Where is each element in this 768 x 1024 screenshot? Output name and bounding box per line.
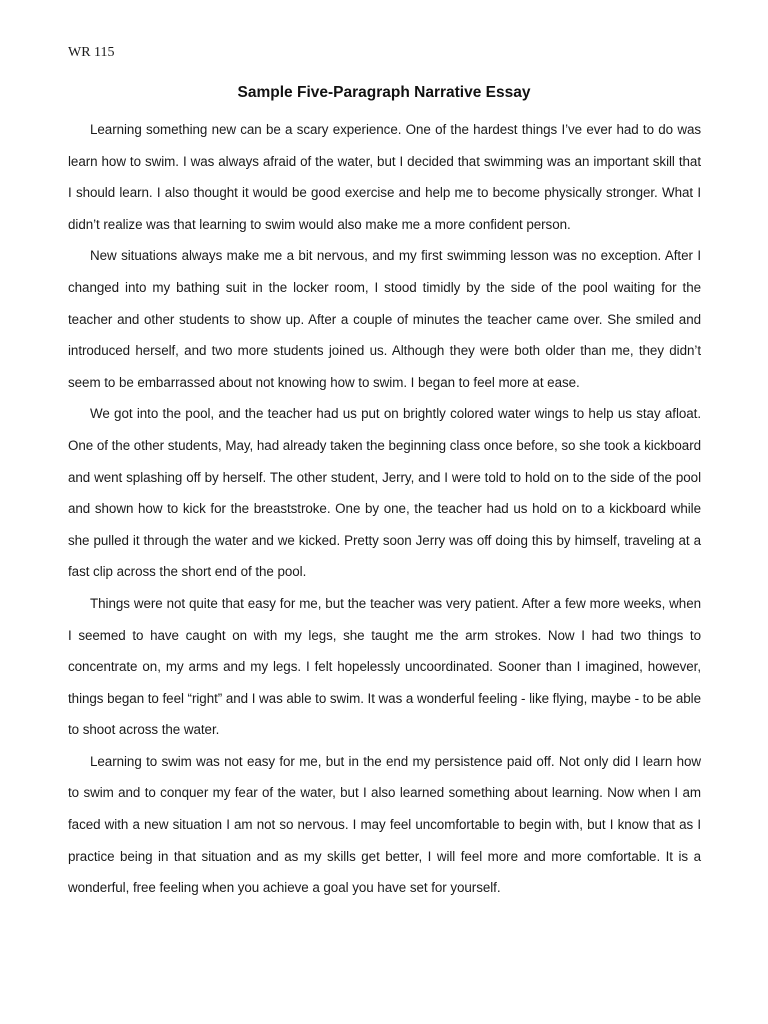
course-code: WR 115 xyxy=(68,45,115,60)
paragraph-body-3: Things were not quite that easy for me, but the teacher was very patient. After a few more weeks, when I seemed to have caught on with my legs, she taught me the arm strokes. Now I had two things to concentrate on, my arms and my legs. I felt hopelessly uncoordinated. Sooner than I imagined, however, things began to feel “right” and I was able to swim. It was a wonderful feeling - like flying, maybe - to be able to shoot across the water. xyxy=(68,595,701,738)
essay-title: Sample Five-Paragraph Narrative Essay xyxy=(237,84,531,101)
paragraph-body-1: New situations always make me a bit nervous, and my first swimming lesson was no exception. After I changed into my bathing suit in the locker room, I stood timidly by the side of the pool waiting for the teacher and other students to show up. After a couple of minutes the teacher came over. She smiled and introduced herself, and two more students joined us. Although they were both older than me, they didn’t seem to be embarrassed about not knowing how to swim. I began to feel more at ease. xyxy=(68,248,701,390)
paragraph-conclusion: Learning to swim was not easy for me, but in the end my persistence paid off. Not only did I learn how to swim and to conquer my fear of the water, but I also learned something about learning. Now when I am faced with a new situation I am not so nervous. I may feel uncomfortable to begin with, but I know that as I practice being in that situation and as my skills get better, I will feel more and more comfortable. It is a wonderful, free feeling when you achieve a goal you have set for yourself. xyxy=(68,753,701,896)
paragraph-introduction: Learning something new can be a scary experience. One of the hardest things I’ve ever had to do was learn how to swim. I was always afraid of the water, but I decided that swimming was an important skill that I should learn. I also thought it would be good exercise and help me to become physically stronger. What I didn’t realize was that learning to swim would also make me a more confident person. xyxy=(68,122,701,232)
essay-body xyxy=(68,114,701,904)
paragraph-body-2: We got into the pool, and the teacher had us put on brightly colored water wings to help us stay afloat. One of the other students, May, had already taken the beginning class once before, so she took a kickboard and went splashing off by herself. The other student, Jerry, and I were told to hold on to the side of the pool and shown how to kick for the breaststroke. One by one, the teacher had us hold on to a kickboard while she pulled it through the water and we kicked. Pretty soon Jerry was off doing this by himself, traveling at a fast clip across the short end of the pool. xyxy=(68,406,701,580)
